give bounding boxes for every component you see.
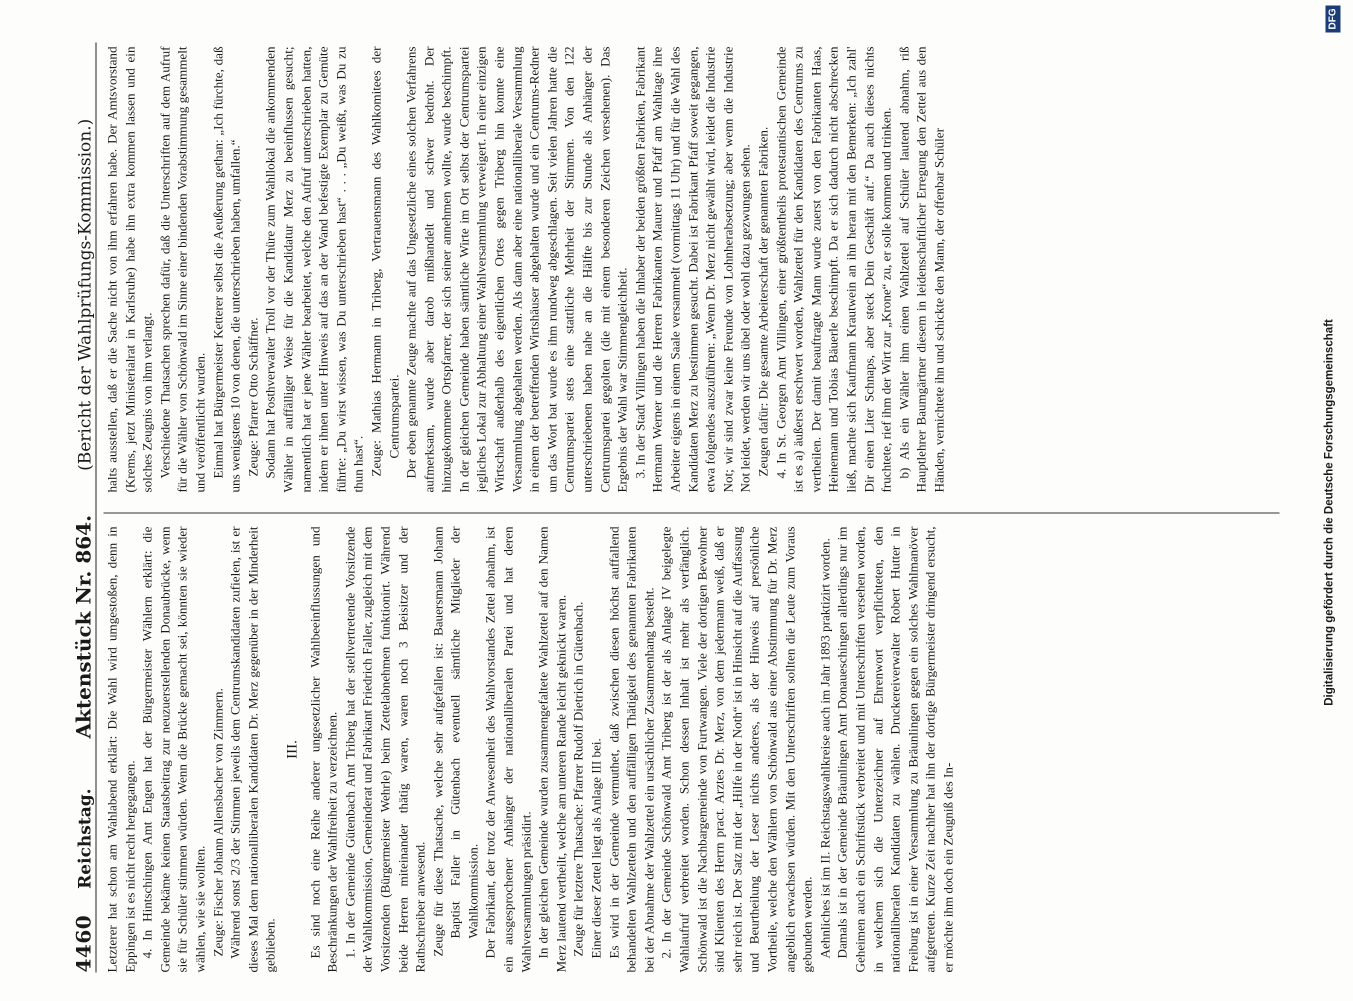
- paragraph: Der eben genannte Zeuge machte auf das Ungesetzliche eines solchen Verfahrens aufmerksam, wurde aber darob mißhandelt und schwer bedroht. Der hinzugekommene Ortspfarrer, der sich seiner annehmen wollte, wurde beschimpft. In der gleichen Gemeinde haben sämtliche Wirte im Ort selbst der Centrumspartei jegliches Lokal zur Abhaltung einer Wahlversammlung verweigert. In einer einzigen Wirtschaft außerhalb des eigentlichen Ortes gegen Triberg hin konnte eine Versammlung abgehalten werden. Als dann aber eine nationalliberale Versammlung in einem der betreffenden Wirtshäuser abgehalten wurde und ein Centrums-Redner um das Wort bat wurde es ihm rundweg abgeschlagen. Seit vielen Jahren hatte die Centrumspartei stets eine stattliche Mehrheit der Stimmen. Von den 122 unterschriebenen haben nahe an die Hälfte bis zur Stunde als Anhänger der Centrumspartei gegolten (die mit einem besonderen Zeichen versehenen). Das Ergebnis der Wahl war Stimmengleichheit.: [403, 46, 630, 493]
- paragraph: Damals ist in der Gemeinde Bräunlingen Amt Donaueschingen allerdings nur im Geheimen auch ein Schriftstück verbreitet und mit Unterschriften versehen worden, in welchem sich die Unterzeichner auf Ehrenwort verpflichteten, den nationalliberalen Kandidaten zu wählen. Druckereiverwalter Robert Hutter in Freiburg ist in einer Versammlung zu Bräunlingen gegen ein solches Wahlmanöver aufgetreten. Kurze Zeit nachher hat ihn der dortige Bürgermeister dringend ersucht, er möchte ihm doch ein Zeugniß des In-: [834, 526, 956, 973]
- witness-line: Zeuge für letztere Thatsache: Pfarrer Rudolf Dietrich in Gütenbach.: [570, 601, 586, 957]
- document-number: Aktenstück Nr. 864.: [71, 514, 96, 739]
- paragraph: In der gleichen Gemeinde wurden zusammengefaltete Wahlzettel auf den Namen Merz lautend vertheilt, welche am unteren Rande leicht geknickt waren.: [535, 526, 569, 973]
- paragraph: halts ausstellen, daß er die Sache nicht von ihm erfahren habe. Der Amtsvorstand (Krems, jetzt Ministerialrat in Karlsruhe) habe ihn extra kommen lassen und ein solches Zeugnis von ihm verlangt.: [104, 46, 155, 493]
- paragraph: Sodann hat Posthverwalter Troll vor der Thüre zum Wahllokal die ankommenden Wähler in auffälliger Weise für die Kandidatur Merz zu beeinflussen gesucht; namentlich hat er jene Wähler bearbeitet, welche den Aufruf unterschrieben hatten, indem er ihnen unter Hinweis auf das an der Wand befestigte Exemplar zu Gemüte führte: „Du wirst wissen, was Du unterschrieben hast“ . . . „Du weißt, was Du zu thun hast“.: [262, 46, 366, 493]
- digitization-note: Digitalisierung gefördert durch die Deutsche Forschungsgemeinschaft: [1323, 319, 1336, 706]
- paragraph: Aehnliches ist im II. Reichstagswahlkreise auch im Jahr 1893 praktizirt worden.: [817, 538, 833, 959]
- paragraph: Einmal hat Bürgermeister Ketterer selbst die Aeußerung gethan: „Ich fürchte, daß uns wenigstens 10 von denen, die unterschrieben haben, umfallen.“: [210, 46, 243, 493]
- paragraph: 1. In der Gemeinde Gütenbach Amt Triberg hat der stellvertretende Vorsitzende der Wahlkommission, Gemeinderat und Fabrikant Friedrich Faller, zugleich mit dem Vorsitzenden (Bürgermeister Wehrle) beim Zettelabnehmen funktionirt. Während beide Herren miteinander thätig waren, waren noch 3 Beisitzer und der Rathschreiber anwesend.: [342, 526, 428, 973]
- page-number: 4460: [71, 914, 96, 973]
- paragraph: Letzterer hat schon am Wahlabend erklärt: Die Wahl wird umgestoßen, denn in Eppingen ist es nicht recht hergegangen.: [104, 526, 138, 973]
- rotated-page: [0, 1, 1353, 1001]
- left-column: [104, 527, 1284, 973]
- witness-line: Zeuge: Mathias Hermann in Triberg, Vertrauensmann des Wahlkomitees der Centrumspartei.: [368, 46, 401, 477]
- page-header: [62, 43, 97, 973]
- paragraph: b) Als ein Wähler ihm einen Wahlzettel auf Schüler lautend abnahm, riß Hauptlehrer Baumgärtner diesem in leidenschaftlicher Erregung den Zettel aus den Händen, vernichtete ihn und schickte den Mann, der offenbar Schüler: [896, 46, 947, 493]
- paragraph: Einer dieser Zettel liegt als Anlage III bei.: [588, 738, 604, 959]
- paragraph: Es sind noch eine Reihe anderer ungesetzlicher Wahlbeeinflussungen und Beschränkungen der Wahlfreiheit zu verzeichnen.: [307, 526, 340, 973]
- witness-line: Zeuge: Fischer Johann Allensbacher von Zimmern.: [210, 688, 226, 957]
- paragraph: Verschiedene Thatsachen sprechen dafür, daß die Unterschriften auf dem Aufruf für die Wähler von Schönwald im Sinne einer bindenden Vorabstimmung gesammelt und veröffentlicht wurden.: [157, 46, 208, 493]
- witness-line: Zeuge: Pfarrer Otto Schäffner.: [245, 317, 261, 477]
- paragraph: Es wird in der Gemeinde vermuthet, daß zwischen diesen höchst auffallend behandelten Wahlzetteln und den auffälligen Thätigkeit des genannten Fabrikanten bei der Abnahme der Wahlzettel ein ursächlicher Zusammenhang besteht.: [606, 526, 657, 973]
- paragraph: Der Fabrikant, der trotz der Anwesenheit des Wahlvorstandes Zettel abnahm, ist ein ausgesprochener Anhänger der nationalliberalen Partei und hat deren Wahlversammlungen präsidirt.: [482, 526, 534, 973]
- section-heading: III.: [284, 740, 301, 759]
- witness-line: Zeugen dafür: Die gesamte Arbeiterschaft der genannten Fabriken.: [755, 126, 771, 477]
- paragraph: 3. In der Stadt Villingen haben die Inhaber der beiden größten Fabriken, Fabrikant Hermann Werner und die Herren Fabrikanten Maurer und Pfaff am Wahltage ihre Arbeiter eigens in einem Saale versammelt (vormittags 11 Uhr) und für die Wahl des Kandidaten Merz zu bestimmen gesucht. Dabei ist Fabrikant Pfaff soweit gegangen, etwa folgendes auszuführen: „Wenn Dr. Merz nicht gewählt wird, leidet die Industrie Not; wir sind zwar keine Freunde von Lohnherabsetzung; aber wenn die Industrie Not leidet, werden wir uns übel oder wohl dazu gezwungen sehen.: [632, 46, 753, 493]
- right-column: [104, 47, 1284, 493]
- running-title: Reichstag.: [75, 788, 96, 889]
- paragraph: 4. In St. Georgen Amt Villingen, einer größtentheils protestantischen Gemeinde ist es a) äußerst erschwert worden, Wahlzettel für den Kandidaten des Centrums zu vertheilen. Der damit beauftragte Mann wurde zuerst von den Fabrikanten Haas, Heinemann und Tobias Bäuerle beschimpft. Da er sich dadurch nicht abschrecken ließ, machte sich Kaufmann Krautwein an ihn heran mit den Bemerken: „Ich zahl' Dir einen Liter Schnaps, aber steck Dein Geschäft auf.“ Da auch dieses nichts fruchtete, rief ihm der Wirt zur „Krone“ zu, er solle kommen und trinken.: [773, 46, 894, 493]
- paragraph: Während sonst 2/3 der Stimmen jeweils dem Centrumskandidaten zufielen, ist er dieses Mal dem nationalliberalen Kandidaten Dr. Merz gegenüber in der Minderheit geblieben.: [227, 526, 278, 973]
- dfg-logo: DFG: [1326, 5, 1341, 32]
- column-divider: [104, 513, 1280, 514]
- paragraph: 4. In Hintschingen Amt Engen hat der Bürgermeister Wählern erklärt: die Gemeinde bekäme keinen Staatsbeitrag zur neuzuerstellenden Donaubrücke, wenn sie für Schüler stimmen würden. Wenn die Brücke gemacht sei, könnten sie wieder wählen, wie sie wollten.: [139, 526, 208, 973]
- paragraph: 2. In der Gemeinde Schönwald Amt Triberg ist der als Anlage IV beigelegte Wahlaufruf verbreitet worden. Schon dessen Inhalt ist mehr als verfänglich. Schönwald ist die Nachbargemeinde von Furtwangen. Viele der dortigen Bewohner sind Klienten des Herrn pract. Arztes Dr. Merz, von dem jedermann weiß, daß er sehr reich ist. Der Satz mit der „Hilfe in der Noth“ ist in Hinsicht auf die Auffassung und Beurtheilung der Leser nichts anderes, als der Hinweis auf persönliche Vortheile, welche den Wählern von Schönwald aus einer Abstimmung für Dr. Merz angeblich erwachsen würden. Mit den Unterschriften sollten die Leute zum Voraus gebunden werden.: [658, 526, 815, 973]
- section-title: (Bericht der Wahlprüfungs-Kommission.): [75, 118, 96, 471]
- witness-line: Zeuge für diese Thatsache, welche sehr aufgefallen ist: Bauersmann Johann Baptist Faller in Gütenbach eventuell sämtliche Mitglieder der Wahlkommission.: [430, 526, 481, 957]
